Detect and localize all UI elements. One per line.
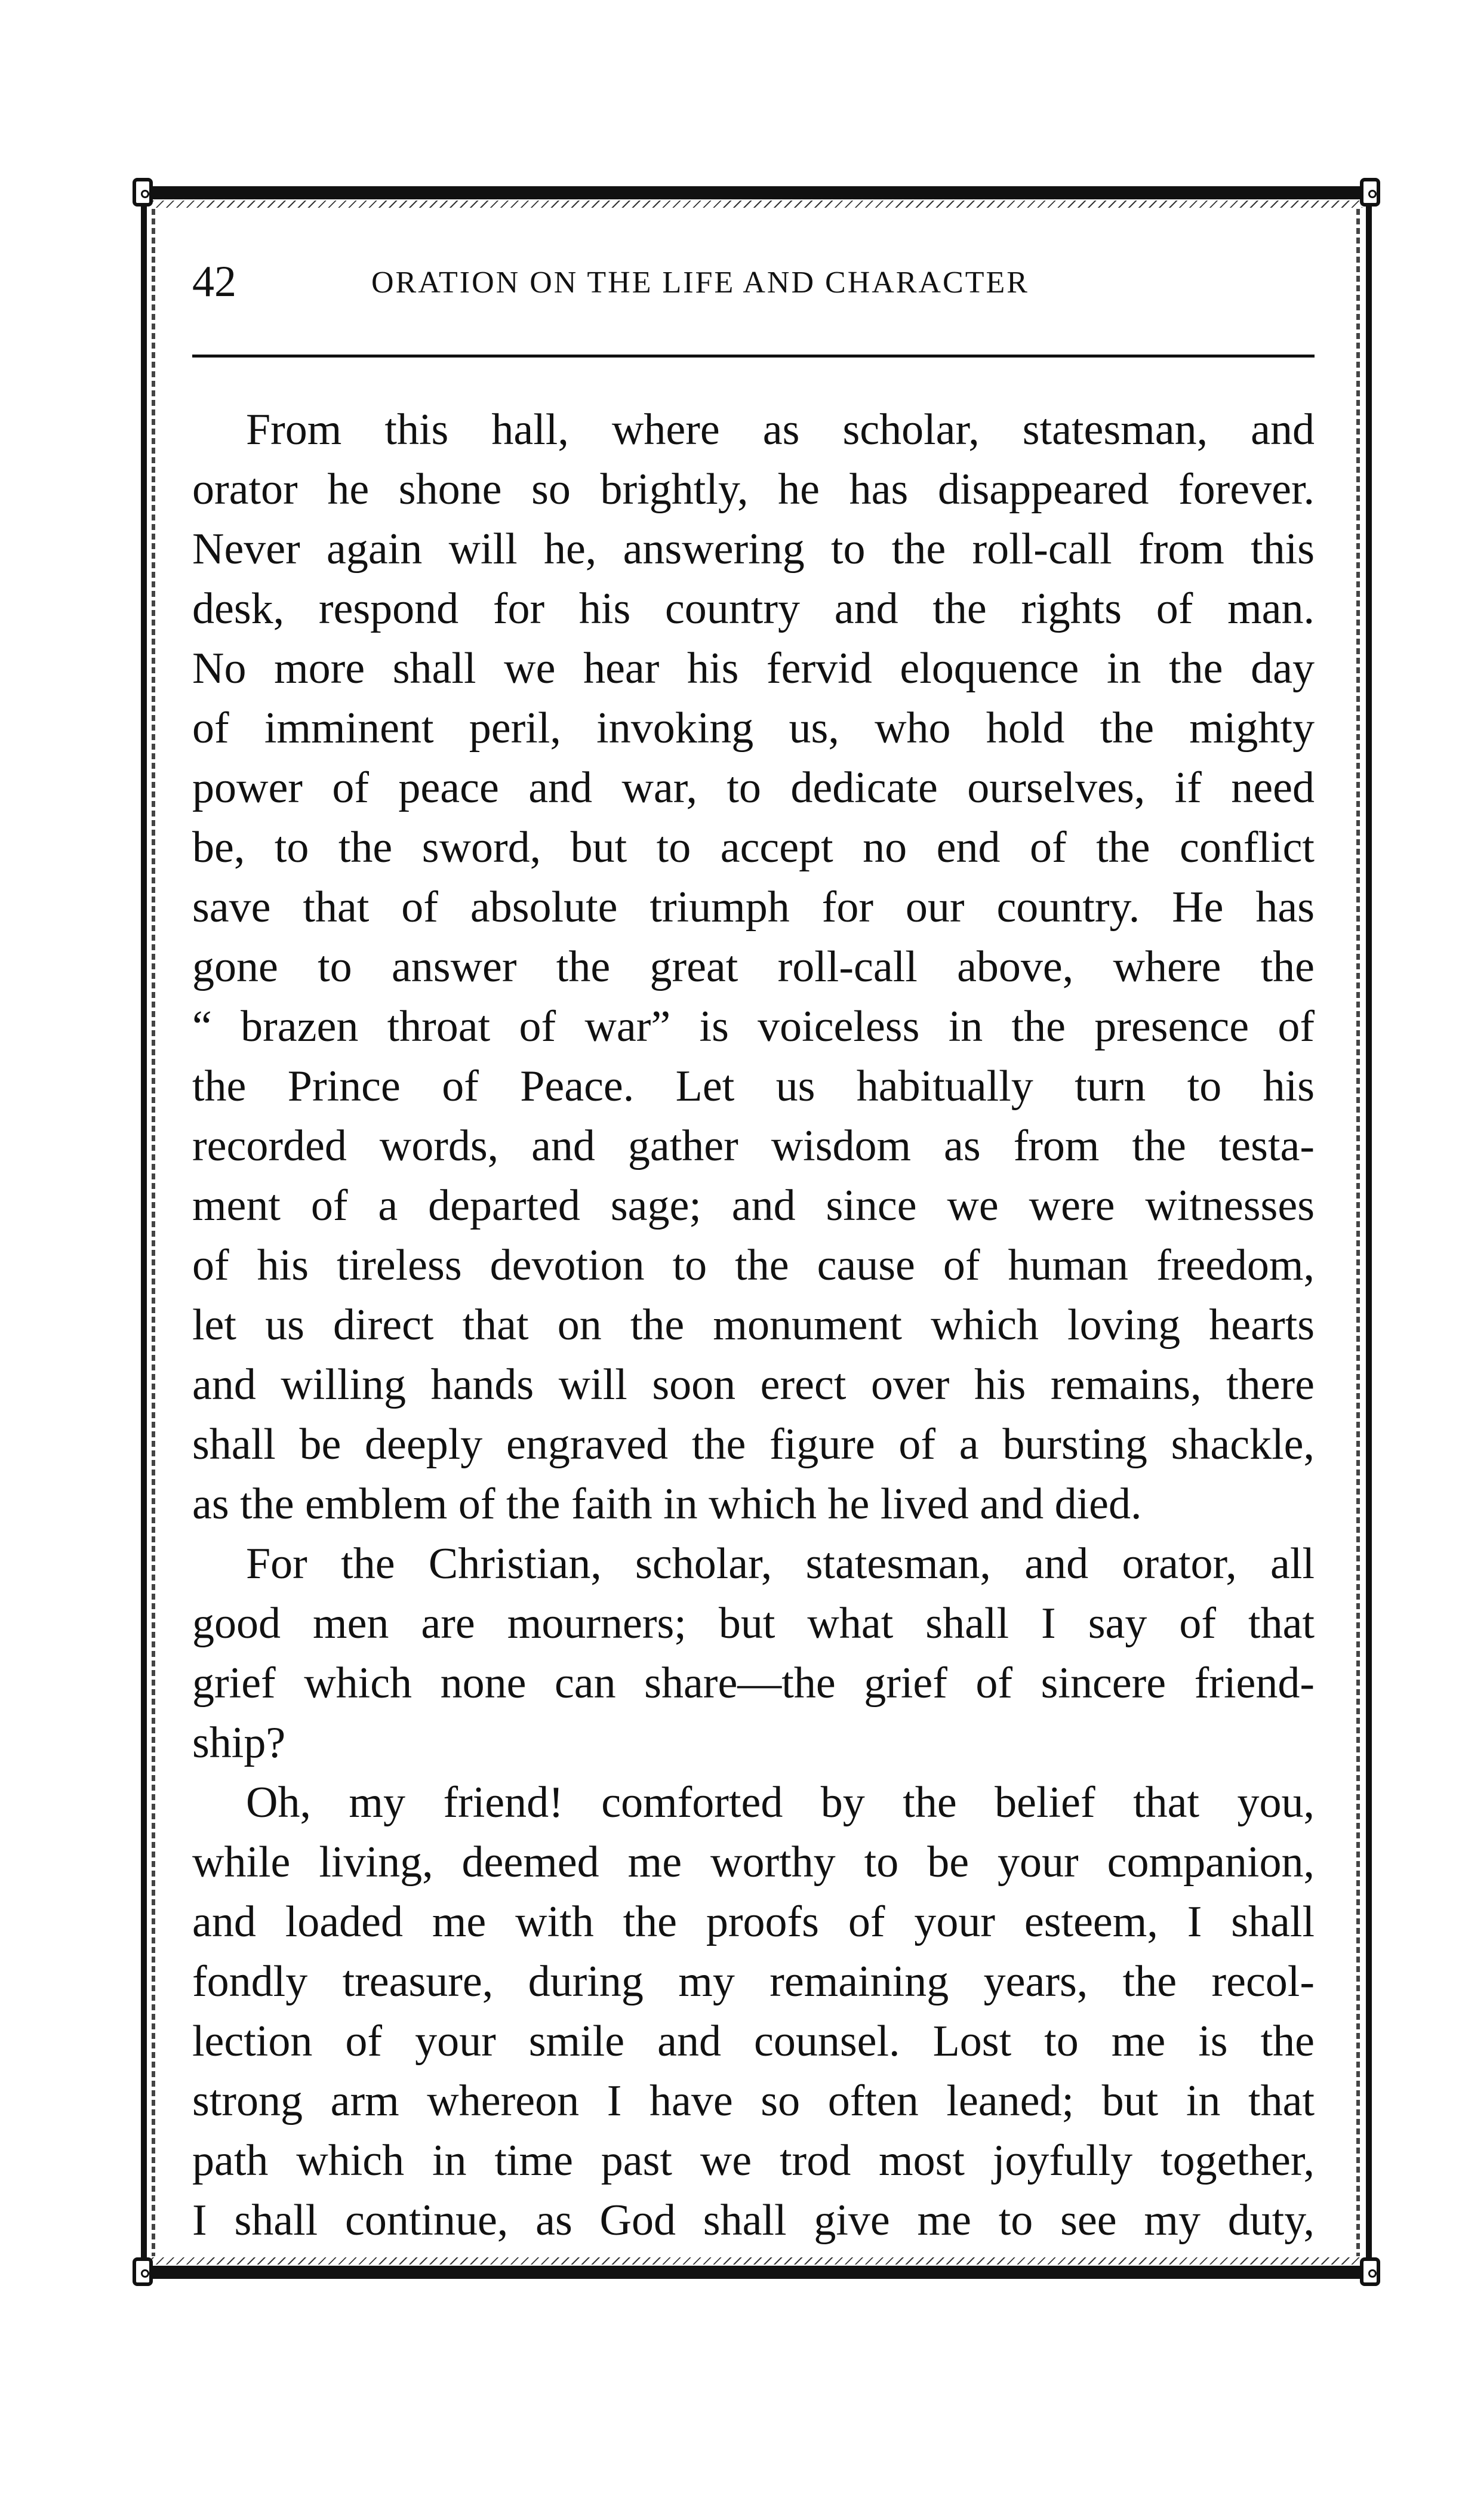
text-line-content: ment of a departed sage; and since we were witnesses	[192, 1181, 1315, 1230]
text-line-content: be, to the sword, but to accept no end of the conflict	[192, 823, 1315, 872]
text-line-content: gone to answer the great roll-call above, where the	[192, 942, 1315, 991]
border-bottom	[141, 2266, 1372, 2279]
text-line	[192, 1594, 1315, 1653]
text-line	[192, 1474, 1315, 1534]
border-left	[141, 186, 147, 2279]
text-line	[192, 1713, 1315, 1773]
text-line-content: while living, deemed me worthy to be your companion,	[192, 1838, 1315, 1887]
text-line-content: ship?	[192, 1718, 286, 1767]
corner-ornament-icon	[133, 2257, 153, 2286]
text-line	[192, 877, 1315, 937]
body-text	[192, 400, 1315, 2250]
text-line	[192, 1653, 1315, 1713]
text-line-content: desk, respond for his country and the rights of man.	[192, 584, 1315, 633]
text-line	[192, 937, 1315, 997]
corner-ornament-icon	[1360, 2257, 1380, 2286]
text-line	[192, 2011, 1315, 2071]
text-line	[192, 2191, 1315, 2250]
text-line	[192, 1236, 1315, 1295]
text-line-content: orator he shone so brightly, he has disappeared forever.	[192, 465, 1315, 514]
text-line-content: grief which none can share—the grief of sincere friend-	[192, 1659, 1315, 1708]
text-line	[192, 1415, 1315, 1474]
border-zigzag-top	[149, 201, 1362, 208]
text-line-content: Oh, my friend! comforted by the belief that you,	[246, 1778, 1315, 1827]
text-line-content: Never again will he, answering to the roll-call from this	[192, 525, 1315, 574]
text-line	[192, 1892, 1315, 1952]
text-line-content: No more shall we hear his fervid eloquence in the day	[192, 644, 1315, 693]
text-line	[192, 1534, 1315, 1594]
border-wavy-right	[1356, 209, 1360, 2256]
corner-ornament-icon	[1360, 178, 1380, 207]
text-line	[192, 1773, 1315, 1832]
text-line	[192, 2131, 1315, 2191]
text-line-content: good men are mourners; but what shall I say of that	[192, 1599, 1315, 1648]
text-line-content: lection of your smile and counsel. Lost to me is the	[192, 2017, 1315, 2066]
text-line	[192, 460, 1315, 519]
page-number: 42	[192, 257, 236, 306]
text-line-content: From this hall, where as scholar, statesman, and	[246, 405, 1315, 454]
text-line	[192, 698, 1315, 758]
border-wavy-left	[152, 209, 155, 2256]
text-line-content: recorded words, and gather wisdom as from the testa-	[192, 1122, 1315, 1170]
border-top	[141, 186, 1372, 199]
text-line-content: shall be deeply engraved the figure of a bursting shackle,	[192, 1420, 1315, 1469]
text-line	[192, 1295, 1315, 1355]
text-line-content: save that of absolute triumph for our country. He has	[192, 883, 1315, 932]
text-line	[192, 400, 1315, 460]
header-rule	[192, 355, 1315, 358]
text-line-content: let us direct that on the monument which loving hearts	[192, 1301, 1315, 1350]
text-line-content: and willing hands will soon erect over his remains, there	[192, 1360, 1315, 1409]
text-line-content: of his tireless devotion to the cause of human freedom,	[192, 1241, 1315, 1290]
text-line	[192, 519, 1315, 579]
text-line	[192, 1176, 1315, 1236]
text-line	[192, 579, 1315, 639]
text-line-content: as the emblem of the faith in which he lived and died.	[192, 1480, 1142, 1529]
text-line	[192, 1116, 1315, 1176]
text-line	[192, 1952, 1315, 2011]
border-zigzag-bottom	[149, 2257, 1362, 2265]
text-line-content: For the Christian, scholar, statesman, and orator, all	[246, 1539, 1315, 1588]
text-line	[192, 639, 1315, 698]
running-head: ORATION ON THE LIFE AND CHARACTER	[371, 266, 1029, 300]
text-line-content: “ brazen throat of war” is voiceless in the presence of	[192, 1002, 1315, 1051]
text-line-content: I shall continue, as God shall give me to see my duty,	[192, 2196, 1315, 2245]
text-line	[192, 818, 1315, 877]
text-line	[192, 1056, 1315, 1116]
text-line-content: path which in time past we trod most joyfully together,	[192, 2136, 1315, 2185]
page-header	[192, 257, 1315, 310]
corner-ornament-icon	[133, 178, 153, 207]
text-line	[192, 2071, 1315, 2131]
text-line	[192, 1355, 1315, 1415]
text-line-content: of imminent peril, invoking us, who hold the mighty	[192, 704, 1315, 753]
border-right	[1366, 186, 1372, 2279]
text-line-content: and loaded me with the proofs of your esteem, I shall	[192, 1897, 1315, 1946]
text-line	[192, 1832, 1315, 1892]
text-line-content: the Prince of Peace. Let us habitually turn to his	[192, 1062, 1315, 1111]
text-line-content: fondly treasure, during my remaining years, the recol-	[192, 1957, 1315, 2006]
text-line-content: strong arm whereon I have so often leaned; but in that	[192, 2077, 1315, 2125]
text-line	[192, 758, 1315, 818]
text-line	[192, 997, 1315, 1056]
text-line-content: power of peace and war, to dedicate ourselves, if need	[192, 763, 1315, 812]
